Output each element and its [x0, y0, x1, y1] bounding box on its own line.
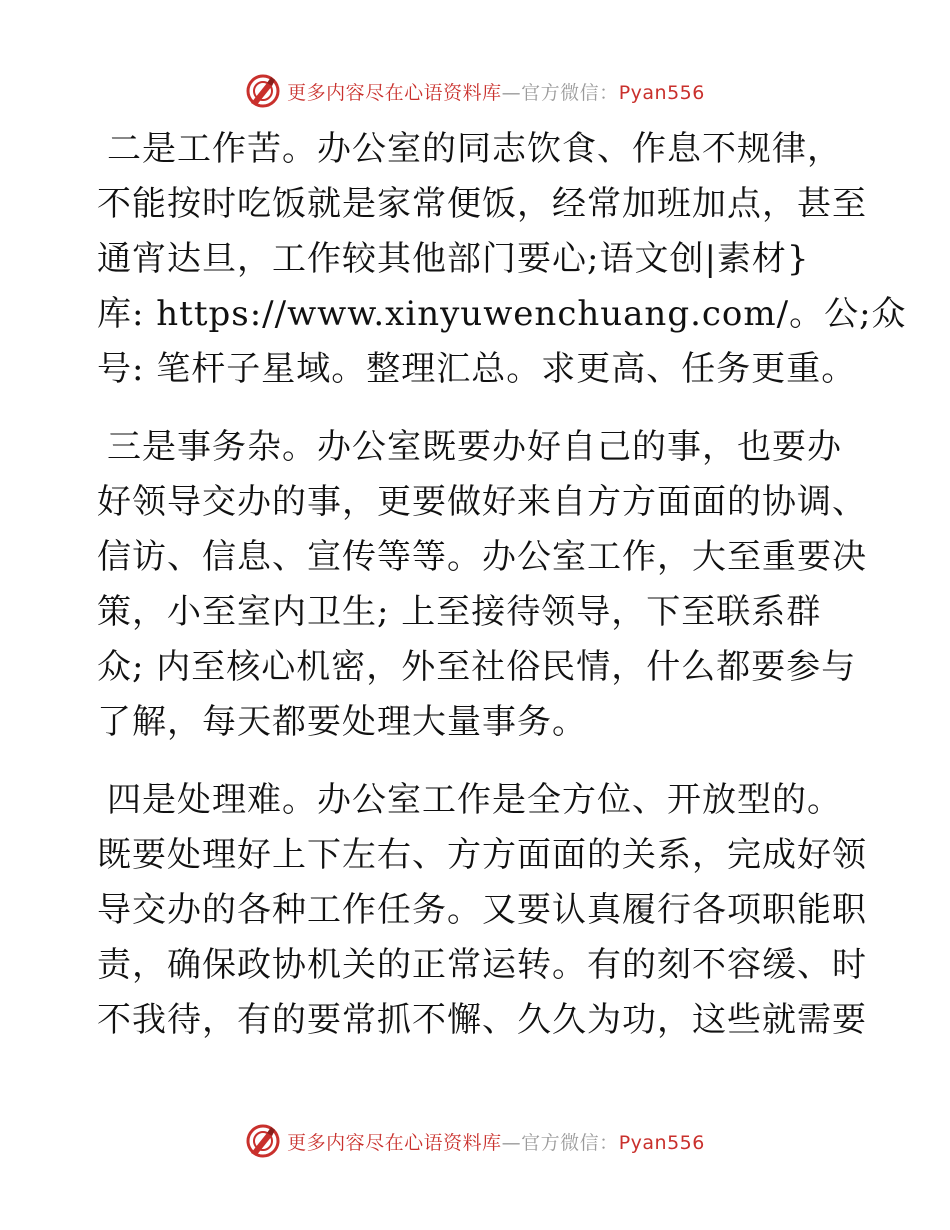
text-line: 好领导交办的事，更要做好来自方方面面的协调、 — [97, 482, 867, 522]
watermark-prefix: 更多内容尽在心语资料库 — [287, 1131, 502, 1154]
watermark-wechat-label: 官方微信： — [521, 1131, 619, 1154]
watermark-wechat-label: 官方微信： — [521, 81, 619, 104]
watermark-wechat-id: Pyan556 — [618, 81, 705, 104]
text-line: 责，确保政协机关的正常运转。有的刻不容缓、时 — [97, 945, 867, 985]
text-line: 众; 内至核心机密，外至社俗民情，什么都要参与 — [97, 647, 857, 687]
footer-watermark — [0, 1121, 950, 1161]
text-line: 三是事务杂。办公室既要办好自己的事，也要办 — [107, 427, 842, 467]
text-line: 二是工作苦。办公室的同志饮食、作息不规律， — [107, 129, 842, 169]
pen-logo-icon — [245, 1123, 281, 1159]
text-line: 不我待，有的要常抓不懈、久久为功，这些就需要 — [97, 1000, 867, 1040]
text-line: 既要处理好上下左右、方方面面的关系，完成好领 — [97, 835, 867, 875]
watermark-prefix: 更多内容尽在心语资料库 — [287, 81, 502, 104]
text-line: 不能按时吃饭就是家常便饭，经常加班加点，甚至 — [97, 184, 867, 224]
document-body — [97, 122, 907, 1048]
text-line: 导交办的各种工作任务。又要认真履行各项职能职 — [97, 890, 867, 930]
watermark-dash: — — [501, 1131, 522, 1154]
text-line: 库: https://www.xinyuwenchuang.com/。公;众 — [97, 294, 907, 334]
pen-logo-icon — [245, 73, 281, 109]
watermark-wechat-id: Pyan556 — [618, 1131, 705, 1154]
text-line: 通宵达旦，工作较其他部门要心;语文创|素材} — [97, 239, 810, 279]
text-line: 四是处理难。办公室工作是全方位、开放型的。 — [107, 780, 842, 820]
paragraph-1 — [97, 122, 907, 397]
paragraph-2 — [97, 420, 867, 750]
watermark-dash: — — [501, 81, 522, 104]
text-line: 号: 笔杆子星域。整理汇总。求更高、任务更重。 — [97, 349, 857, 389]
paragraph-3 — [97, 773, 867, 1048]
watermark-text — [287, 1128, 705, 1155]
watermark-text — [287, 78, 705, 105]
text-line: 了解，每天都要处理大量事务。 — [97, 702, 587, 742]
text-line: 信访、信息、宣传等等。办公室工作，大至重要决 — [97, 537, 867, 577]
header-watermark — [0, 71, 950, 111]
text-line: 策，小至室内卫生; 上至接待领导，下至联系群 — [97, 592, 822, 632]
